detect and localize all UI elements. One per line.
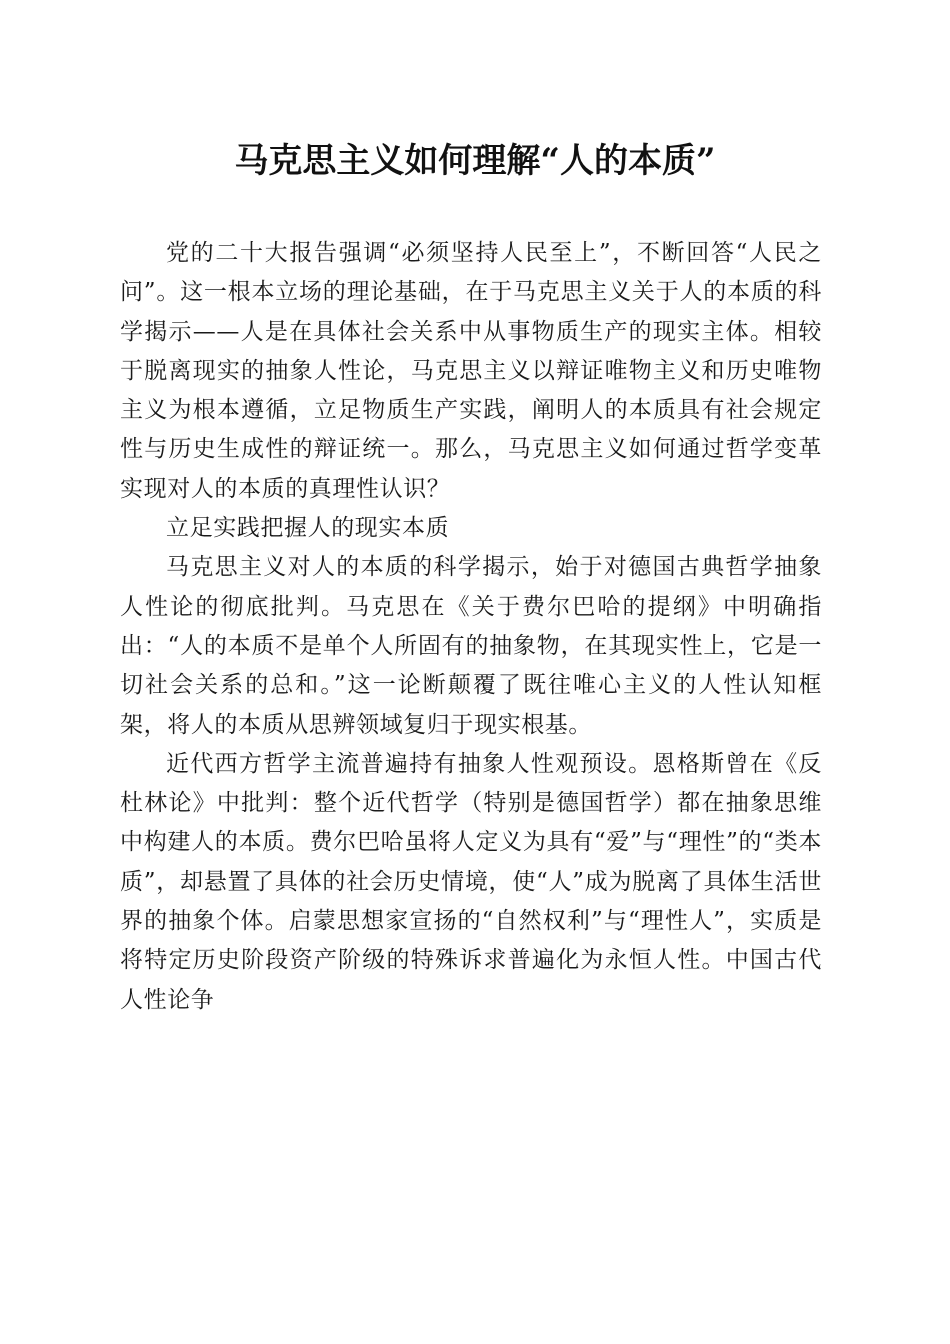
paragraph-intro: 党的二十大报告强调“必须坚持人民至上”，不断回答“人民之问”。这一根本立场的理论基础，在于马克思主义关于人的本质的科学揭示——人是在具体社会关系中从事物质生产的现实主体。相较于脱离现实的抽象人性论，马克思主义以辩证唯物主义和历史唯物主义为根本遵循，立足物质生产实践，阐明人的本质具有社会规定性与历史生成性的辩证统一。那么，马克思主义如何通过哲学变革实现对人的本质的真理性认识？ (120, 240, 822, 502)
document-title: 马克思主义如何理解“人的本质” (234, 141, 716, 181)
paragraph-critique: 马克思主义对人的本质的科学揭示，始于对德国古典哲学抽象人性论的彻底批判。马克思在《关于费尔巴哈的提纲》中明确指出：“人的本质不是单个人所固有的抽象物，在其现实性上，它是一切社会关系的总和。”这一论断颠覆了既往唯心主义的人性认知框架，将人的本质从思辨领域复归于现实根基。 (120, 554, 822, 738)
document-body (120, 234, 822, 1020)
section-heading: 立足实践把握人的现实本质 (166, 515, 450, 542)
paragraph-modern-philosophy: 近代西方哲学主流普遍持有抽象人性观预设。恩格斯曾在《反杜林论》中批判：整个近代哲学（特别是德国哲学）都在抽象思维中构建人的本质。费尔巴哈虽将人定义为具有“爱”与“理性”的“类本质”，却悬置了具体的社会历史情境，使“人”成为脱离了具体生活世界的抽象个体。启蒙思想家宣扬的“自然权利”与“理性人”，实质是将特定历史阶段资产阶级的特殊诉求普遍化为永恒人性。中国古代人性论争 (120, 750, 822, 1013)
